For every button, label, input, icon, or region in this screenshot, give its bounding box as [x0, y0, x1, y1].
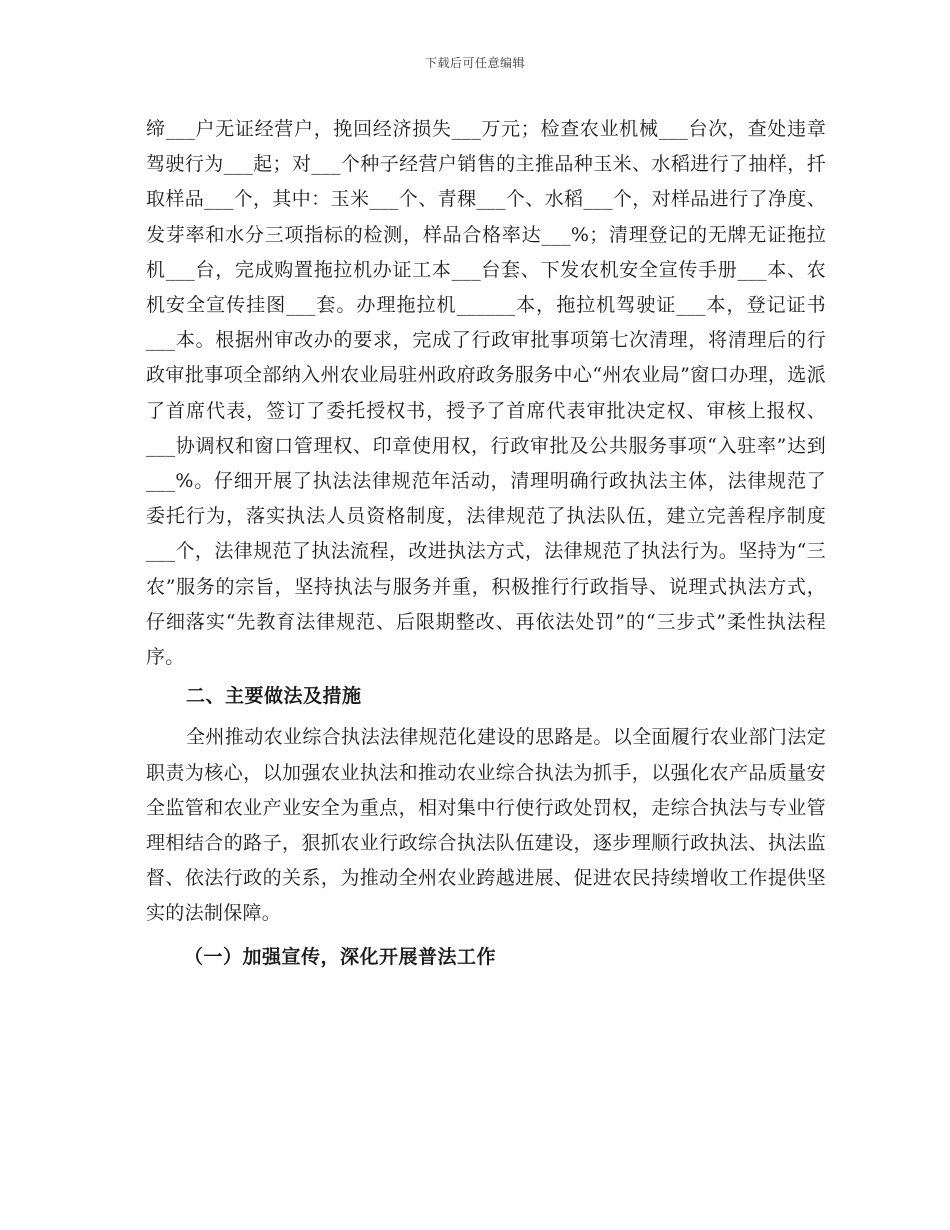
paragraph-approach: 全州推动农业综合执法法律规范化建设的思路是。以全面履行农业部门法定职责为核心，以加强农业执法和推动农业综合执法为抓手，以强化农产品质量安全监管和农业产业安全为重点，相对集中行使行政处罚权，走综合执法与专业管理相结合的路子，狠抓农业行政综合执法队伍建设，逐步理顺行政执法、执法监督、依法行政的关系，为推动全州农业跨越进展、促进农民持续增收工作提供坚实的法制保障。 [146, 726, 826, 925]
document-body [146, 112, 826, 981]
paragraph-continued: 缔___户无证经营户，挽回经济损失___万元；检查农业机械___台次，查处违章驾驶行为___起；对___个种子经营户销售的主推品种玉米、水稻进行了抽样，扦取样品___个，其中：玉米___个、青稞___个、水稻___个，对样品进行了净度、发芽率和水分三项指标的检测，样品合格率达___%；清理登记的无牌无证拖拉机___台，完成购置拖拉机办证工本___台套、下发农机安全宣传手册___本、农机安全宣传挂图___套。办理拖拉机______本，拖拉机驾驶证___本，登记证书___本。根据州审改办的要求，完成了行政审批事项第七次清理，将清理后的行政审批事项全部纳入州农业局驻州政府政务服务中心“州农业局”窗口办理，选派了首席代表，签订了委托授权书，授予了首席代表审批决定权、审核上报权、___协调权和窗口管理权、印章使用权，行政审批及公共服务事项“入驻率”达到___%。仔细开展了执法法律规范年活动，清理明确行政执法主体，法律规范了委托行为，落实执法人员资格制度，法律规范了执法队伍，建立完善程序制度___个，法律规范了执法流程，改进执法方式，法律规范了执法行为。坚持为“三农”服务的宗旨，坚持执法与服务并重，积极推行行政指导、说理式执法方式，仔细落实“先教育法律规范、后限期整改、再依法处罚”的“三步式”柔性执法程序。 [146, 118, 826, 669]
page-header-note: 下载后可任意编辑 [424, 56, 525, 70]
subsection-heading: （一）加强宣传，深化开展普法工作 [184, 945, 497, 968]
section-heading: 二、主要做法及措施 [186, 685, 362, 708]
